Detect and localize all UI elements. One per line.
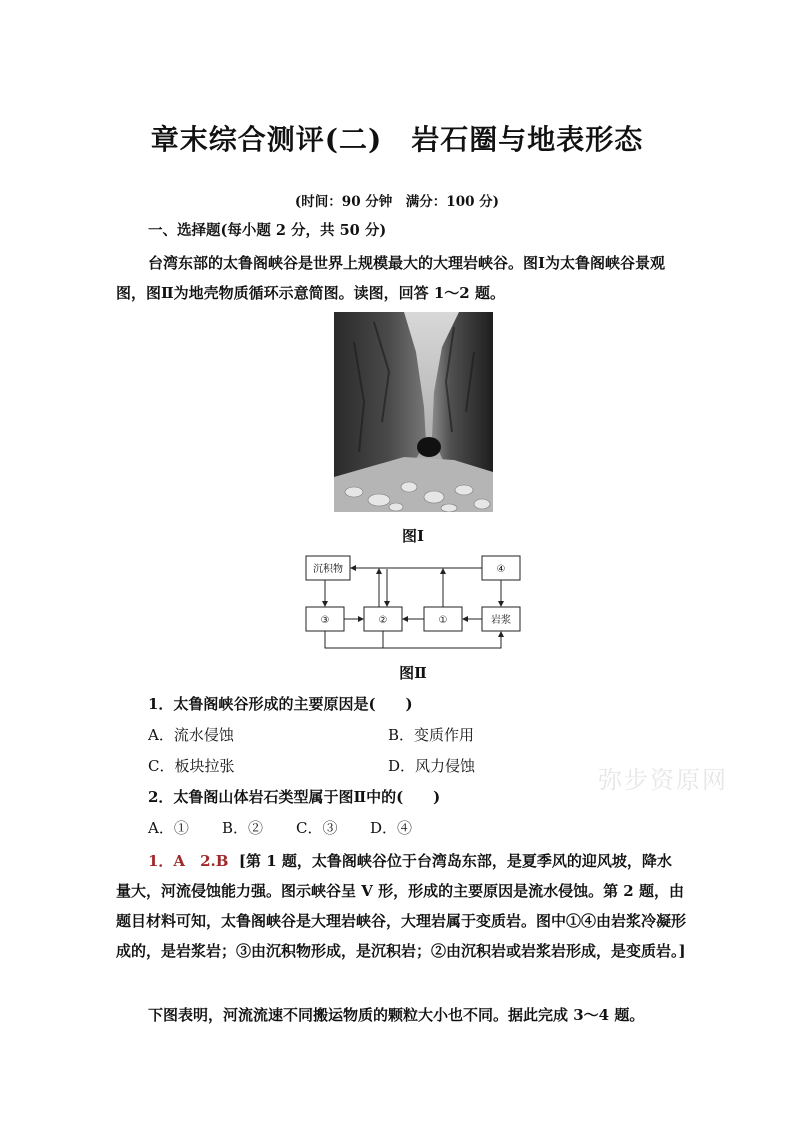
q2-option-d[interactable]: D．④ — [370, 819, 413, 837]
gorge-photo — [334, 312, 493, 512]
q1-option-c[interactable]: C．板块拉张 — [148, 757, 235, 775]
sediment-label: 沉积物 — [313, 564, 343, 575]
q2-option-a[interactable]: A．① — [148, 819, 189, 837]
exam-meta: (时间：90 分钟 满分：100 分) — [294, 194, 500, 210]
rock-one-label: ① — [438, 615, 448, 626]
question-1-stem: 1．太鲁阁峡谷形成的主要原因是( ) — [148, 695, 413, 713]
q1-option-a[interactable]: A．流水侵蚀 — [148, 726, 234, 744]
section-heading: 一、选择题(每小题 2 分，共 50 分) — [148, 222, 387, 239]
figure2-caption: 图Ⅱ — [399, 664, 427, 682]
rock-two-label: ② — [378, 615, 388, 626]
answer-explanation — [116, 846, 686, 966]
q2-option-c[interactable]: C．③ — [296, 819, 338, 837]
q2-option-b[interactable]: B．② — [222, 819, 264, 837]
rock-three-label: ③ — [320, 615, 330, 626]
answer-keys: 1．A 2.B — [148, 852, 229, 870]
q1-option-b[interactable]: B．变质作用 — [388, 726, 475, 744]
q1-option-d[interactable]: D．风力侵蚀 — [388, 757, 476, 775]
figure1-caption: 图Ⅰ — [401, 527, 425, 545]
watermark: 弥步资原网 — [598, 766, 728, 794]
next-intro-paragraph: 下图表明，河流流速不同搬运物质的颗粒大小也不同。据此完成 3～4 题。 — [148, 1006, 645, 1024]
magma-label: 岩浆 — [491, 615, 511, 626]
answer-text: [第 1 题，太鲁阁峡谷位于台湾岛东部，是夏季风的迎风坡，降水量大，河流侵蚀能力强。图示峡谷呈 V 形，形成的主要原因是流水侵蚀。第 2 题，由题目材料可知，太鲁阁峡谷是大理岩峡谷，大理岩属于变质岩。图中①④由岩浆冷凝形成的，是岩浆岩；③由沉积物形成，是沉积岩；②由沉积岩或岩浆岩形成，是变质岩。] — [116, 852, 687, 960]
intro-paragraph: 台湾东部的太鲁阁峡谷是世界上规模最大的大理岩峡谷。图Ⅰ为太鲁阁峡谷景观图，图Ⅱ为地壳物质循环示意简图。读图，回答 1～2 题。 — [116, 254, 666, 302]
rock-four-label: ④ — [496, 564, 506, 575]
question-2-stem: 2．太鲁阁山体岩石类型属于图Ⅱ中的( ) — [148, 788, 441, 806]
page-title: 章末综合测评(二) 岩石圈与地表形态 — [150, 123, 644, 156]
rock-cycle-diagram — [295, 548, 530, 658]
